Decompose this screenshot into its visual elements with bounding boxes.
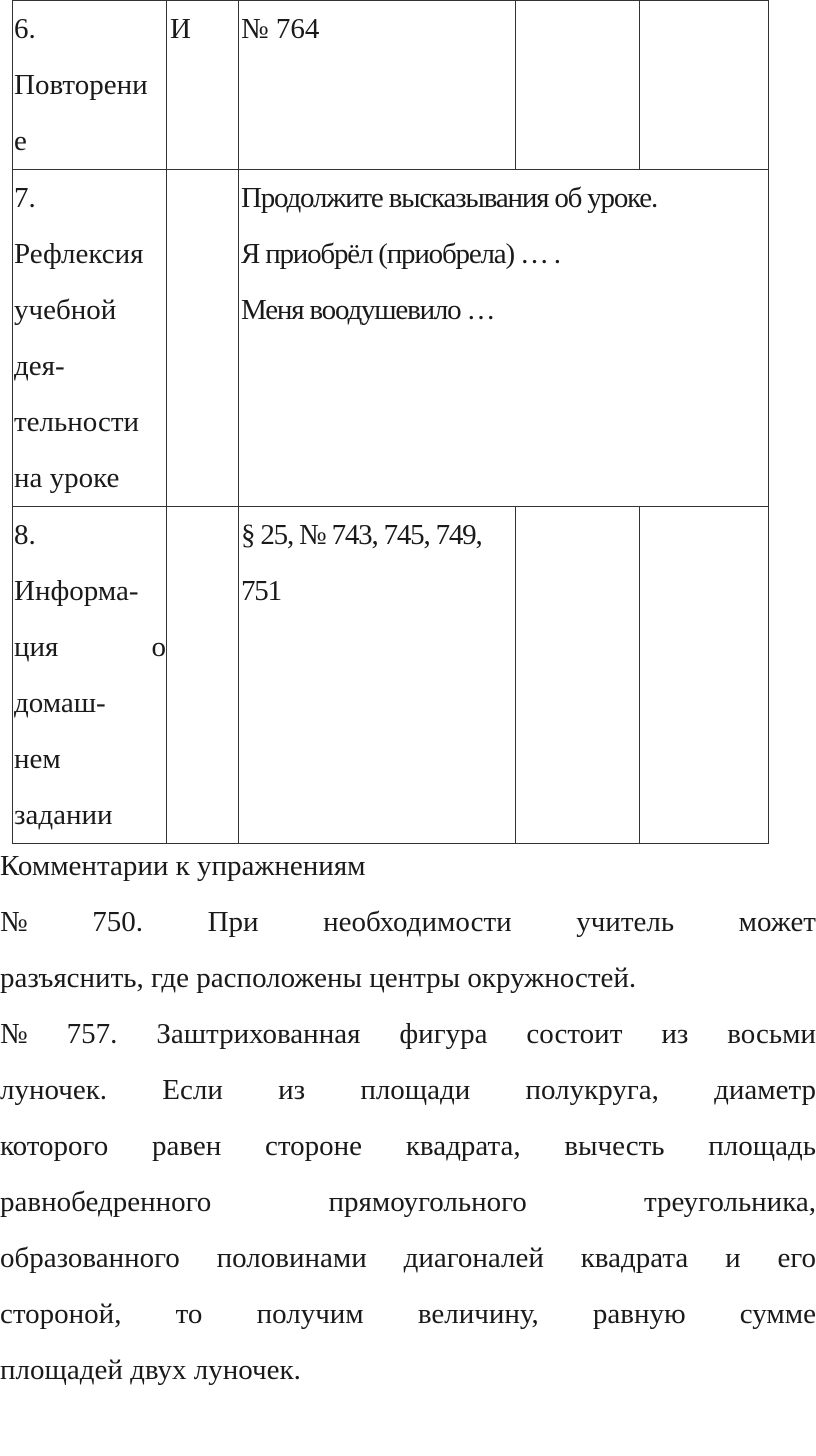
paragraph-line <box>0 1006 816 1062</box>
stage-line: нем <box>14 743 61 775</box>
stage-cell <box>13 507 167 844</box>
form-cell: И <box>167 1 239 170</box>
word: восьми <box>727 1018 816 1050</box>
stage-word: о <box>151 631 166 663</box>
word: прямоугольного <box>328 1186 527 1218</box>
word: то <box>175 1298 203 1330</box>
word: состоит <box>526 1018 623 1050</box>
word: диаметр <box>714 1074 816 1106</box>
content-cell <box>239 170 769 507</box>
stage-line: на уроке <box>14 462 120 494</box>
word: сумме <box>739 1298 816 1330</box>
word: учитель <box>576 906 675 938</box>
stage-line: е <box>14 125 27 157</box>
stage-line <box>14 619 166 675</box>
word: луночек. <box>0 1074 108 1106</box>
stage-line: задании <box>14 799 113 831</box>
word: квадрата, <box>405 1130 521 1162</box>
content-line: § 25, № 743, 745, 749, <box>241 519 482 551</box>
form-cell <box>167 507 239 844</box>
empty-cell <box>640 1 769 170</box>
stage-cell <box>13 170 167 507</box>
stage-line: домаш- <box>14 687 106 719</box>
word: При <box>207 906 259 938</box>
paragraph-line: разъяснить, где расположены центры окружностей. <box>0 962 637 994</box>
word: Если <box>162 1074 223 1106</box>
word: Заштрихованная <box>156 1018 361 1050</box>
word: стороной, <box>0 1298 122 1330</box>
stage-line: тельности <box>14 406 140 438</box>
paragraph-line <box>0 1118 816 1174</box>
stage-word: ция <box>14 631 59 663</box>
content-line: № 764 <box>241 13 320 45</box>
word: полукруга, <box>525 1074 659 1106</box>
paragraph-line <box>0 894 816 950</box>
word: 757. <box>66 1018 118 1050</box>
word: которого <box>0 1130 109 1162</box>
lesson-plan-table <box>12 0 769 844</box>
word: его <box>777 1242 816 1274</box>
table-row <box>13 170 769 507</box>
empty-cell <box>640 507 769 844</box>
stage-line: дея- <box>14 350 65 382</box>
content-line: Меня воодушевило … <box>241 294 495 326</box>
word: площади <box>360 1074 471 1106</box>
word: диагоналей <box>403 1242 544 1274</box>
stage-line: 7. <box>14 182 36 214</box>
word: стороне <box>265 1130 363 1162</box>
word: половинами <box>216 1242 367 1274</box>
word: квадрата <box>580 1242 689 1274</box>
empty-cell <box>516 507 640 844</box>
word: получим <box>256 1298 364 1330</box>
content-line: Я приобрёл (приобрела) … . <box>241 238 560 270</box>
word: вычесть <box>564 1130 665 1162</box>
content-cell <box>239 1 516 170</box>
word: фигура <box>399 1018 488 1050</box>
table-row <box>13 507 769 844</box>
word: и <box>725 1242 741 1274</box>
table-row <box>13 1 769 170</box>
word: № <box>0 1018 28 1050</box>
stage-cell <box>13 1 167 170</box>
word: образованного <box>0 1242 180 1274</box>
content-cell <box>239 507 516 844</box>
content-line: Продолжите высказывания об уроке. <box>241 182 658 214</box>
word: равную <box>592 1298 686 1330</box>
comments-heading: Комментарии к упражнениям <box>0 850 366 882</box>
stage-line: Информа- <box>14 575 139 607</box>
content-line: 751 <box>241 575 281 607</box>
exercise-comments <box>0 838 816 1398</box>
word: равен <box>151 1130 222 1162</box>
word: площадь <box>708 1130 816 1162</box>
stage-line: 8. <box>14 519 36 551</box>
word: необходимости <box>323 906 512 938</box>
stage-line: учебной <box>14 294 117 326</box>
word: может <box>738 906 816 938</box>
paragraph-line <box>0 1230 816 1286</box>
stage-line: Повторени <box>14 69 148 101</box>
word: из <box>278 1074 306 1106</box>
word: из <box>661 1018 689 1050</box>
paragraph-line <box>0 1174 816 1230</box>
paragraph-line <box>0 1062 816 1118</box>
paragraph-line: площадей двух луночек. <box>0 1354 301 1386</box>
word: 750. <box>92 906 143 938</box>
word: № <box>0 906 28 938</box>
empty-cell <box>516 1 640 170</box>
word: треугольника, <box>644 1186 816 1218</box>
paragraph-line <box>0 1286 816 1342</box>
word: равнобедренного <box>0 1186 212 1218</box>
stage-line: 6. <box>14 13 36 45</box>
word: величину, <box>417 1298 539 1330</box>
form-cell <box>167 170 239 507</box>
stage-line: Рефлексия <box>14 238 144 270</box>
